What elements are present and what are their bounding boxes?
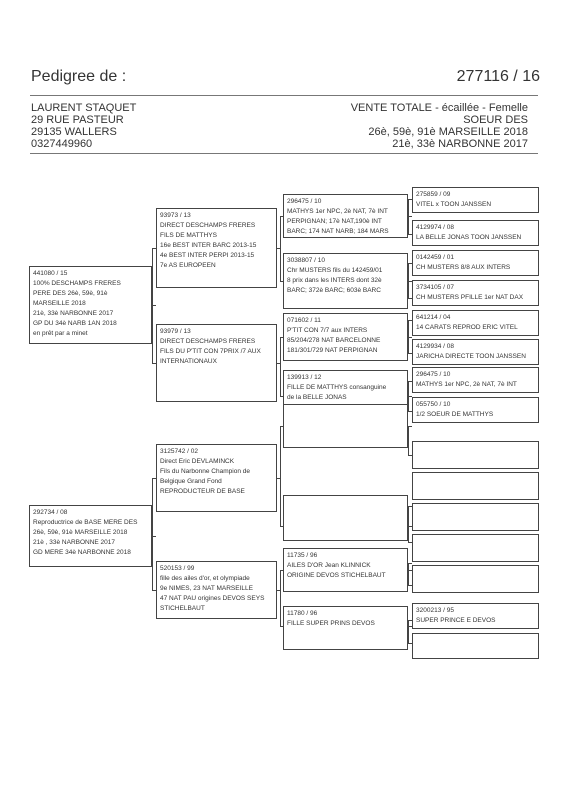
sdd-line: de la BELLE JONAS — [287, 394, 347, 401]
sss-line: PERPIGNAN; 17è NAT,190è INT — [287, 218, 382, 225]
dam-dam-line: STICHELBAUT — [160, 605, 205, 612]
owner-name: LAURENT STAQUET — [31, 102, 137, 114]
sire-sire-line: FILS DE MATTHYS — [160, 232, 217, 239]
sds-line: 181/301/729 NAT PERPIGNAN — [287, 347, 378, 354]
ssd-line: BARC; 372è BARC; 603è BARC — [287, 287, 381, 294]
sire-sire-line: 7e AS EUROPEEN — [160, 262, 216, 269]
page-title: Pedigree de : — [31, 68, 127, 85]
sdd-ring: 139913 / 12 — [287, 374, 322, 381]
sds-ring: 071602 / 11 — [287, 317, 321, 324]
g4-line: CH MUSTERS PFILLE 1er NAT DAX — [416, 294, 524, 301]
dam-dam-line: fille des ailes d'or, et olympiade — [160, 575, 250, 582]
g2-ring: 4129974 / 08 — [416, 224, 454, 231]
sds-line: 85/204/278 NAT BARCELONNE — [287, 337, 381, 344]
g15-card[interactable] — [412, 603, 539, 629]
sss-card[interactable] — [283, 194, 408, 238]
sss-ring: 296475 / 10 — [287, 198, 322, 205]
g4-ring: 3734105 / 07 — [416, 284, 454, 291]
g1-ring: 275859 / 09 — [416, 191, 451, 198]
ddd-card[interactable] — [283, 606, 408, 650]
empty-card[interactable] — [283, 404, 408, 448]
dam-sire-line: Fils du Narbonne Champion de — [160, 468, 250, 475]
sire-sire-line: 16e BEST INTER BARC 2013-15 — [160, 242, 257, 249]
g5-ring: 641214 / 04 — [416, 314, 451, 321]
g7-ring: 296475 / 10 — [416, 371, 451, 378]
g3-line: CH MUSTERS 8/8 AUX INTERS — [416, 264, 511, 271]
sire-card[interactable] — [29, 266, 152, 344]
g6-ring: 4129934 / 08 — [416, 343, 454, 350]
sdd-line: FILLE DE MATTHYS consanguine — [287, 384, 387, 391]
ssd-card[interactable] — [283, 253, 408, 309]
g2-line: LA BELLE JONAS TOON JANSSEN — [416, 234, 522, 241]
g8-line: 1/2 SOEUR DE MATTHYS — [416, 411, 494, 418]
sire-line: 21è, 33è NARBONNE 2017 — [33, 310, 114, 317]
dam-sire-line: Belgique Grand Fond — [160, 478, 222, 485]
sire-line: MARSEILLE 2018 — [33, 300, 86, 307]
g3-card[interactable] — [412, 250, 539, 276]
sire-line: en prêt par a minet — [33, 330, 88, 337]
info-rule — [30, 153, 538, 154]
sire-dam-line: FILS DU P'TIT CON 7PRIX /7 AUX — [160, 348, 261, 355]
sss-line: MATHYS 1er NPC, 2è NAT, 7è INT — [287, 208, 388, 215]
ssd-ring: 3038807 / 10 — [287, 257, 325, 264]
dam-ring: 292734 / 08 — [33, 509, 68, 516]
dam-dam-card[interactable] — [156, 561, 277, 619]
sire-sire-ring: 93973 / 13 — [160, 212, 191, 219]
g6-line: JARICHA DIRECTE TOON JANSSEN — [416, 353, 526, 360]
header-rule — [30, 95, 538, 96]
g3-ring: 0142459 / 01 — [416, 254, 454, 261]
ddd-line: FILLE SUPER PRINS DEVOS — [287, 620, 375, 627]
dam-dam-line: 47 NAT PAU origines DEVOS SEYS — [160, 595, 265, 602]
dam-line: 26è, 59è, 91è MARSEILLE 2018 — [33, 529, 128, 536]
ring-number: 277116 / 16 — [456, 68, 540, 85]
info-line-sale: VENTE TOTALE - écaillée - Femelle — [350, 102, 528, 114]
dam-line: Reproductrice de BASE MERE DES — [33, 519, 138, 526]
empty-card[interactable] — [283, 495, 408, 541]
ddd-ring: 11780 / 96 — [287, 610, 318, 617]
info-line-narbonne: 21è, 33è NARBONNE 2017 — [392, 138, 528, 150]
ssd-line: 8 prix dans les INTERS dont 32è — [287, 277, 382, 284]
dds-line: AILES D'OR Jean KLINNICK — [287, 562, 371, 569]
sire-dam-card[interactable] — [156, 324, 277, 402]
empty-card[interactable] — [412, 565, 539, 593]
sire-dam-line: INTERNATIONAUX — [160, 358, 217, 365]
g5-line: 14 CARATS REPROD ERIC VITEL — [416, 324, 518, 331]
sire-sire-line: 4e BEST INTER PERPI 2013-15 — [160, 252, 255, 259]
dam-dam-ring: 520153 / 99 — [160, 565, 195, 572]
dam-card[interactable] — [29, 505, 152, 567]
sire-sire-line: DIRECT DESCHAMPS FRERES — [160, 222, 256, 229]
g6-card[interactable] — [412, 339, 539, 365]
g1-line: VITEL x TOON JANSSEN — [416, 201, 492, 208]
g15-ring: 3200213 / 95 — [416, 607, 454, 614]
dam-sire-line: REPRODUCTEUR DE BASE — [160, 488, 245, 495]
dam-dam-line: 9e NIMES, 23 NAT MARSEILLE — [160, 585, 253, 592]
dam-line: 21è , 33è NARBONNE 2017 — [33, 539, 116, 546]
sds-line: P'TIT CON 7/7 aux INTERS — [287, 327, 368, 334]
owner-city: 29135 WALLERS — [31, 126, 117, 138]
g1-card[interactable] — [412, 187, 539, 213]
ssd-line: Chr MUSTERS fils du 142459/01 — [287, 267, 383, 274]
dam-line: GD MERE 34è NARBONNE 2018 — [33, 549, 131, 556]
g8-card[interactable] — [412, 397, 539, 423]
empty-card[interactable] — [412, 441, 539, 469]
empty-card[interactable] — [412, 472, 539, 500]
empty-card[interactable] — [412, 534, 539, 562]
empty-card[interactable] — [412, 633, 539, 659]
owner-phone: 0327449960 — [31, 138, 93, 150]
g15-line: SUPER PRINCE E DEVOS — [416, 617, 496, 624]
sire-dam-ring: 93979 / 13 — [160, 328, 191, 335]
info-line-sister: SOEUR DES — [463, 114, 528, 126]
g5-card[interactable] — [412, 310, 539, 336]
dam-sire-ring: 3125742 / 02 — [160, 448, 198, 455]
empty-card[interactable] — [412, 503, 539, 531]
g2-card[interactable] — [412, 220, 539, 246]
sire-dam-line: DIRECT DESCHAMPS FRERES — [160, 338, 256, 345]
dds-card[interactable] — [283, 548, 408, 592]
info-line-marseille: 26è, 59è, 91è MARSEILLE 2018 — [368, 126, 528, 138]
g4-card[interactable] — [412, 280, 539, 306]
sds-card[interactable] — [283, 313, 408, 361]
dds-line: ORIGINE DEVOS STICHELBAUT — [287, 572, 386, 579]
sss-line: BARC; 174 NAT NARB; 184 MARS — [287, 228, 389, 235]
sire-line: PERE DES 26è, 59è, 91è — [33, 290, 108, 297]
sire-line: GP DU 34è NARB 1AN 2018 — [33, 320, 117, 327]
owner-street: 29 RUE PASTEUR — [31, 114, 124, 126]
g8-ring: 055750 / 10 — [416, 401, 451, 408]
dam-sire-card[interactable] — [156, 444, 277, 512]
g7-card[interactable] — [412, 367, 539, 393]
sire-line: 100% DESCHAMPS FRERES — [33, 280, 121, 287]
dam-sire-line: Direct Eric DEVLAMINCK — [160, 458, 235, 465]
sire-ring: 441080 / 15 — [33, 270, 68, 277]
dds-ring: 11735 / 96 — [287, 552, 318, 559]
g7-line: MATHYS 1er NPC, 2è NAT, 7è INT — [416, 381, 517, 388]
sire-sire-card[interactable] — [156, 208, 277, 288]
